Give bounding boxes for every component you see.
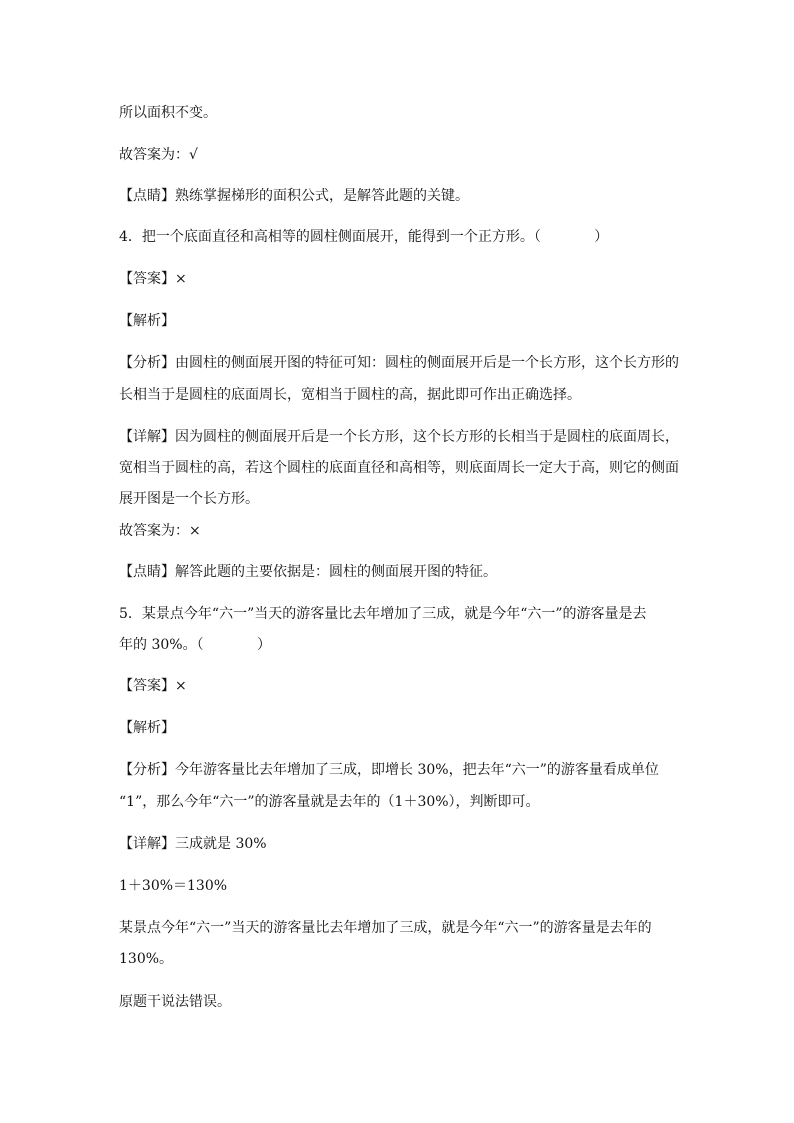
text-line: 【分析】今年游客量比去年增加了三成，即增长 30%，把去年“六一”的游客量看成单位 bbox=[119, 762, 659, 778]
answer-label: 【答案】× bbox=[119, 678, 187, 694]
question-4: 4．把一个底面直径和高相等的圆柱侧面展开，能得到一个正方形。（ ） bbox=[119, 229, 609, 245]
text-line: 展开图是一个长方形。 bbox=[119, 491, 259, 507]
text-line: 【详解】三成就是 30% bbox=[119, 836, 267, 852]
text-line: 【详解】因为圆柱的侧面展开后是一个长方形，这个长方形的长相当于是圆柱的底面周长， bbox=[119, 429, 679, 445]
text-line: 故答案为：× bbox=[119, 523, 201, 539]
text-line: 【分析】由圆柱的侧面展开图的特征可知：圆柱的侧面展开后是一个长方形，这个长方形的 bbox=[119, 355, 679, 371]
text-line: 宽相当于圆柱的高，若这个圆柱的底面直径和高相等，则底面周长一定大于高，则它的侧面 bbox=[119, 460, 679, 476]
question-5: 5．某景点今年“六一”当天的游客量比去年增加了三成，就是今年“六一”的游客量是去 bbox=[119, 606, 647, 622]
text-line: 【点睛】解答此题的主要依据是：圆柱的侧面展开图的特征。 bbox=[119, 564, 497, 580]
text-line: 1＋30%＝130% bbox=[119, 878, 228, 894]
text-line: 长相当于是圆柱的底面周长，宽相当于圆柱的高，据此即可作出正确选择。 bbox=[119, 387, 581, 403]
text-line: 130%。 bbox=[119, 951, 174, 967]
text-line: “1”，那么今年“六一”的游客量就是去年的（1＋30%），判断即可。 bbox=[119, 794, 540, 810]
text-line: 所以面积不变。 bbox=[119, 105, 217, 121]
text-line: 某景点今年“六一”当天的游客量比去年增加了三成，就是今年“六一”的游客量是去年的 bbox=[119, 920, 652, 936]
text-line: 【点睛】熟练掌握梯形的面积公式，是解答此题的关键。 bbox=[119, 188, 469, 204]
text-line: 年的 30%。（ ） bbox=[119, 637, 271, 653]
analysis-heading: 【解析】 bbox=[119, 313, 175, 329]
answer-label: 【答案】× bbox=[119, 271, 187, 287]
text-line: 故答案为：√ bbox=[119, 147, 198, 163]
text-line: 原题干说法错误。 bbox=[119, 994, 231, 1010]
analysis-heading: 【解析】 bbox=[119, 720, 175, 736]
